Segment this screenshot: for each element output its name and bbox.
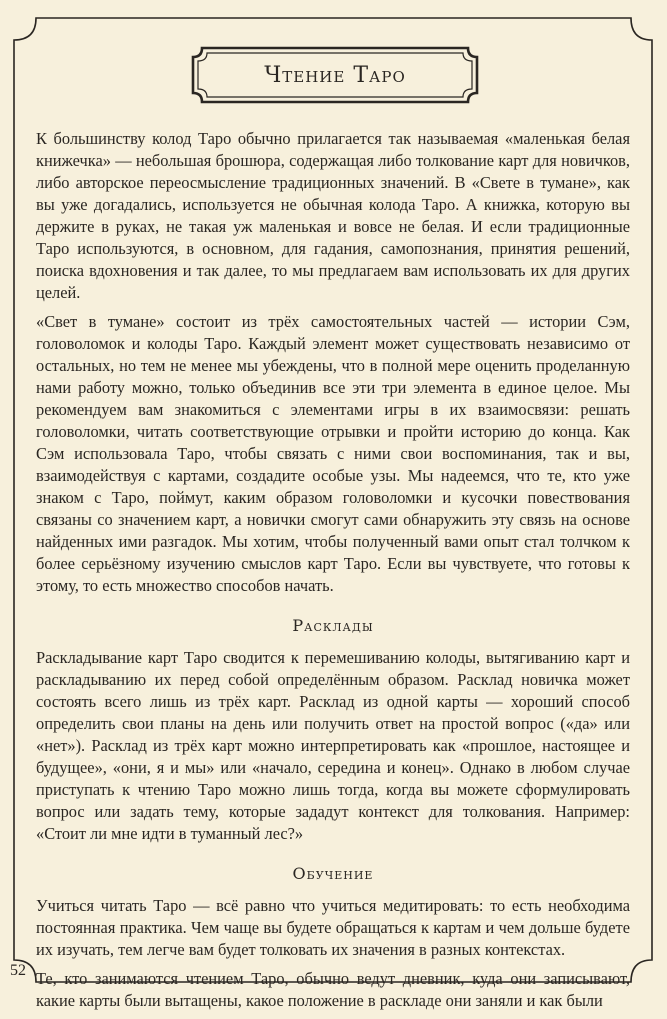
paragraph: К большинству колод Таро обычно прилагается так называемая «маленькая белая книжечка» — небольшая брошюра, содержащая либо толкование карт для новичков, либо авторское переосмысление традиционных значений. В «Свете в тумане», как вы уже догадались, используется не обычная колода Таро. А книжка, которую вы держите в руках, не такая уж маленькая и вовсе не белая. И если традиционные Таро используются, в основном, для гадания, самопознания, принятия решений, поиска вдохновения и так далее, то мы предлагаем вам использовать их для других целей. <box>36 129 630 302</box>
body-text <box>36 128 630 1019</box>
paragraph: Раскладывание карт Таро сводится к перемешиванию колоды, вытягиванию карт и раскладыванию их перед собой определённым образом. Расклад новичка может состоять всего лишь из трёх карт. Расклад из одной карты — хороший способ определить свои планы на день или получить ответ на простой вопрос («да» или «нет»). Расклад из трёх карт можно интерпретировать как «прошлое, настоящее и будущее», «они, я и мы» или «начало, середина и конец». Однако в любом случае приступать к чтению Таро можно лишь тогда, когда вы можете сформулировать вопрос или задать тему, которые зададут контекст для толкования. Например: «Стоит ли мне идти в туманный лес?» <box>36 648 630 843</box>
paragraph: Те, кто занимаются чтением Таро, обычно ведут дневник, куда они записывают, какие карты были вытащены, какое положение в раскладе они заняли и как были <box>36 969 630 1010</box>
paragraph: Учиться читать Таро — всё равно что учиться медитировать: то есть необходима постоянная практика. Чем чаще вы будете обращаться к картам и чем дольше будете их изучать, тем легче вам будет толковать их значения в разных контекстах. <box>36 896 630 959</box>
page-title: Чтение Таро <box>264 62 406 88</box>
section-heading-spreads: Расклады <box>292 616 374 635</box>
paragraph: «Свет в тумане» состоит из трёх самостоятельных частей — истории Сэм, головоломок и колоды Таро. Каждый элемент может существовать независимо от остальных, но тем не менее мы убеждены, что в полной мере оценить проделанную нами работу можно, только объединив все эти три элемента в единое целое. Мы рекомендуем вам знакомиться с элементами игры в их взаимосвязи: решать головоломки, читать соответствующие отрывки и пройти историю до конца. Как Сэм использовала Таро, чтобы связать с ними свои воспоминания, так и вы, взаимодействуя с картами, создадите особые узы. Мы надеемся, что те, кто уже знаком с Таро, поймут, каким образом головоломки и кусочки повествования связаны со значением карт, а новички смогут сами обнаружить эту связь на основе найденных ими разгадок. Мы хотим, чтобы полученный вами опыт стал толчком к более серьёзному изучению смыслов карт Таро. Если вы чувствуете, что готовы к этому, то есть множество способов начать. <box>36 312 630 595</box>
title-plate <box>190 45 480 105</box>
section-heading-learning: Обучение <box>292 864 374 883</box>
page-number: 52 <box>10 962 26 979</box>
